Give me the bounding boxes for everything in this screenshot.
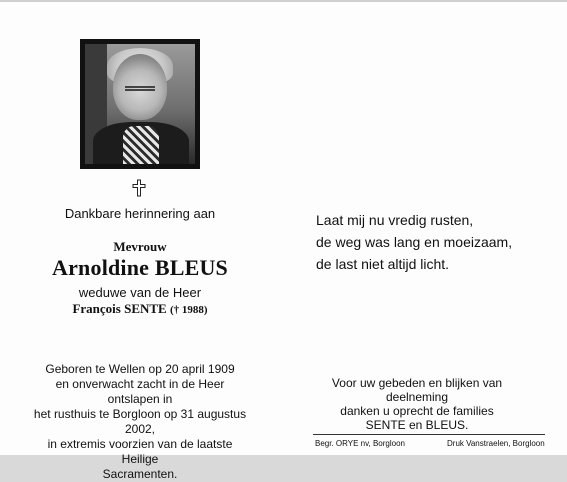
cross-icon <box>131 179 147 197</box>
poem <box>316 209 512 275</box>
detail-line: Sacramenten. <box>102 467 178 481</box>
detail-line: en onverwacht zacht in de Heer ontslapen in <box>55 377 225 406</box>
husband-line <box>40 301 240 317</box>
husband-name: François SENTE <box>72 301 167 316</box>
husband-death-note: († 1988) <box>169 304 208 316</box>
remembrance-line: Dankbare herinnering aan <box>64 206 216 221</box>
detail-line: het rusthuis te Borgloon op 31 augustus 2002, <box>33 407 247 436</box>
portrait-frame <box>80 39 200 169</box>
thanks-line: danken u oprecht de families <box>340 404 494 418</box>
poem-line: Laat mij nu vredig rusten, <box>316 212 474 228</box>
thanks-line: Voor uw gebeden en blijken van deelneming <box>331 376 503 404</box>
footer-divider <box>313 434 545 435</box>
detail-line: Geboren te Wellen op 20 april 1909 <box>45 362 235 376</box>
poem-line: de last niet altijd licht. <box>316 256 450 272</box>
widow-line: weduwe van de Heer <box>78 285 202 300</box>
thanks-text <box>306 376 528 432</box>
title-mevrouw: Mevrouw <box>113 239 167 254</box>
portrait-photo <box>85 44 195 164</box>
birth-death-details <box>30 362 250 482</box>
thanks-line: SENTE en BLEUS. <box>365 418 469 432</box>
footer-undertaker: Begr. ORYE nv, Borgloon <box>315 439 405 448</box>
footer-printer: Druk Vanstraelen, Borgloon <box>447 439 545 448</box>
deceased-name: Arnoldine BLEUS <box>52 255 228 280</box>
poem-line: de weg was lang en moeizaam, <box>316 234 513 250</box>
detail-line: in extremis voorzien van de laatste Heilige <box>47 437 233 466</box>
